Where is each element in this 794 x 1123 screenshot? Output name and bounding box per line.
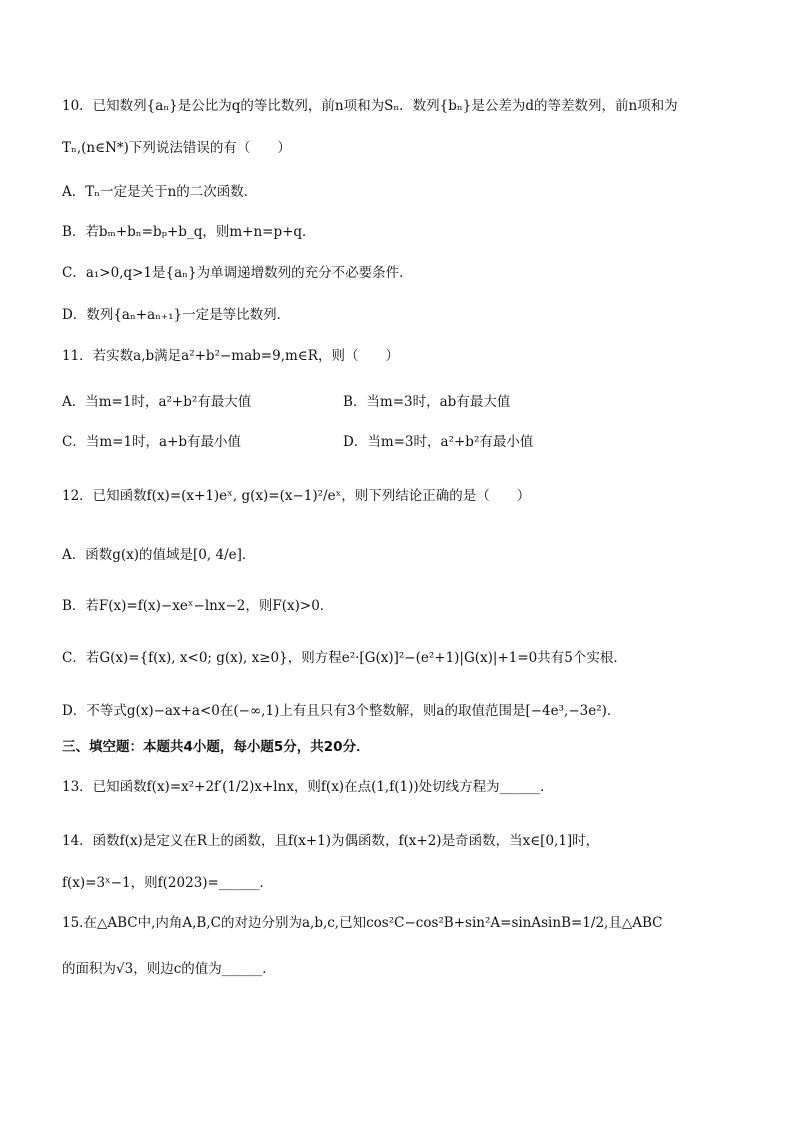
q12-option-d: D．不等式g(x)−ax+a<0在(−∞,1)上有且只有3个整数解，则a的取值范围是[−4e³,−3e²)．	[62, 703, 621, 719]
q11-option-b: B．当m=3时，ab有最大值	[343, 394, 511, 410]
q14-stem-line2: f(x)=3ˣ−1，则f(2023)=______．	[62, 875, 273, 891]
q12-option-b: B．若F(x)=f(x)−xeˣ−lnx−2，则F(x)>0．	[62, 598, 334, 614]
q10-option-a: A．Tₙ一定是关于n的二次函数．	[62, 184, 258, 200]
q10-option-d: D．数列{aₙ+aₙ₊₁}一定是等比数列．	[62, 307, 291, 323]
q10-option-b: B．若bₘ+bₙ=bₚ+b_q，则m+n=p+q．	[62, 224, 316, 240]
q12-option-c: C．若G(x)={f(x), x<0; g(x), x≥0}，则方程e²·[G(x)]²−(e²+1)|G(x)|+1=0共有5个实根．	[62, 650, 627, 666]
q11-option-c: C．当m=1时，a+b有最小值	[62, 434, 242, 450]
q11-option-a: A．当m=1时，a²+b²有最大值	[62, 394, 252, 410]
q13-stem: 13．已知函数f(x)=x²+2f′(1/2)x+lnx，则f(x)在点(1,f(1))处切线方程为______．	[62, 779, 554, 795]
q11-stem: 11．若实数a,b满足a²+b²−mab=9,m∈R，则（ ）	[62, 348, 399, 364]
q15-stem-line2: 的面积为√3，则边c的值为______．	[62, 961, 276, 977]
q11-option-d: D．当m=3时，a²+b²有最小值	[343, 434, 534, 450]
q15-stem-line1: 15.在△ABC中,内角A,B,C的对边分别为a,b,c,已知cos²C−cos²B+sin²A=sinAsinB=1/2,且△ABC	[62, 915, 663, 931]
section-heading-fill-in: 三、填空题：本题共4小题，每小题5分，共20分．	[62, 739, 370, 755]
q14-stem-line1: 14．函数f(x)是定义在R上的函数，且f(x+1)为偶函数，f(x+2)是奇函数，当x∈[0,1]时，	[62, 833, 600, 849]
q12-stem: 12．已知函数f(x)=(x+1)eˣ, g(x)=(x−1)²/eˣ，则下列结论正确的是（ ）	[62, 488, 531, 504]
q10-stem-line1: 10．已知数列{aₙ}是公比为q的等比数列，前n项和为Sₙ．数列{bₙ}是公差为d的等差数列，前n项和为	[62, 98, 678, 114]
q12-option-a: A．函数g(x)的值域是[0, 4/e]．	[62, 547, 256, 563]
q10-option-c: C．a₁>0,q>1是{aₙ}为单调递增数列的充分不必要条件．	[62, 265, 413, 281]
q10-stem-line2: Tₙ,(n∈N*)下列说法错误的有（ ）	[62, 140, 291, 156]
